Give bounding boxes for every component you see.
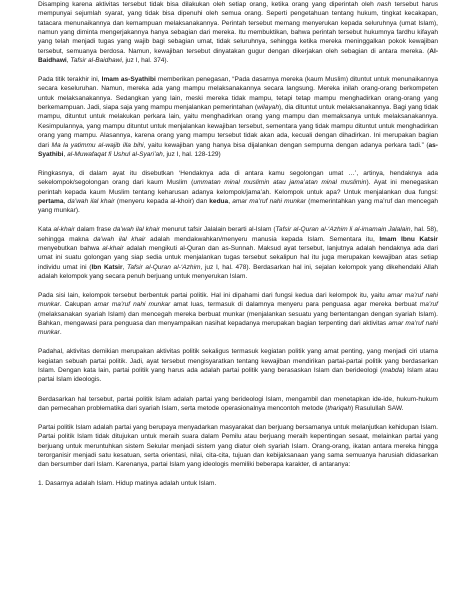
text-run: Pada sisi lain, kelompok tersebut berbentuk partai politik. Hal ini dipahami dari fungsi kedua dari kelompok itu, yaitu xyxy=(38,292,388,300)
italic-text: al-Muwafaqat fi Ushul al-Syari’ah xyxy=(67,150,163,158)
bold-text: Al-Baidhawi xyxy=(38,47,438,65)
paragraph xyxy=(38,423,438,470)
italic-text: da’wah ilal khair xyxy=(113,226,160,234)
text-run: ) Islam atau partai Islam ideologis. xyxy=(38,367,439,384)
text-run: (memerintahkan yang ma’ruf dan mencegah yang munkar). xyxy=(38,197,439,215)
paragraph xyxy=(38,225,438,281)
text-run: menyebutkan bahwa xyxy=(38,244,103,252)
text-run: , juz I, hal. 478). Berdasarkan hal ini, sejalan kelompok yang dikehendaki Allah adalah kelompok yang secara penuh berjuang untuk menyerukan Islam. xyxy=(38,263,439,280)
text-run: adalah mengikuti al-Quran dan as-Sunnah. Maksud ayat tersebut, lanjutnya adalah hendaknya ada dari umat ini suatu golongan yang siap sedia untuk menjalankan tugas tersebut sekalipun hal itu juga merupakan kewajiban atas setiap individu umat ini ( xyxy=(38,244,438,271)
paragraph-gap xyxy=(38,470,438,480)
text-run: memberikan penegasan, “Pada dasarnya mereka (kaum Muslim) dituntut untuk menunaikannya secara keseluruhan. Namun, mereka ada yang mampu melaksanakannya secara langsung. Mereka inilah orang-orang berkompeten untuk melaksanakannya. Sedangkan yang lain, meski mereka tidak mampu, tetapi tetap mampu menghadirkan orang-orang yang berkemampuan. Jadi, siapa saja yang mampu menjalankan pemerintahan ( xyxy=(38,76,438,112)
text-run: tersebut harus mempunyai sejumlah syarat, yang tidak bisa dipenuhi oleh semua orang. Seperti pengetahuan tentang hukum, tingkat kecakapan, tatacara menunaikannya dan kemampuan melaksanakannya. Perintah tersebut memang menyerukan kepada seluruhnya (umat Islam), namun yang diminta mengerjakannya hanya sebagian dari mereka. Itu membuktikan, bahwa perintah tersebut hukumnya fardhu kifayah yang telah menjadi tugas yang wajib bagi sebagian umat, tidak seluruhnya, sehingga ketika mereka meninggalkan pokok kewajiban tersebut, semuanya berdosa. Namun, kewajiban tersebut dinyatakan gugur dengan dikerjakan oleh sebagian di antara mereka. ( xyxy=(38,1,438,55)
text-run: adalah mendakwahkan/menyeru manusia kepada Islam. Sementara itu, xyxy=(145,235,380,243)
italic-text: da’wah ilal khair xyxy=(67,197,115,205)
text-run: ). Ayat ini menegaskan perintah kepada kaum Muslim tentang keharusan adanya kelompok/jama’ah. Kelompok untuk apa? Untuk menjalankan dua fungsi: xyxy=(38,179,438,196)
paragraph-gap xyxy=(38,413,438,423)
italic-text: mabda xyxy=(382,367,403,375)
text-run: , xyxy=(63,150,68,158)
italic-text: wilayah xyxy=(257,104,279,112)
paragraph xyxy=(38,291,438,338)
bold-text: Imam Ibnu Katsir xyxy=(379,235,438,243)
text-run: (menyeru kepada al-khoir) dan xyxy=(114,197,210,205)
paragraph-gap xyxy=(38,216,438,226)
italic-text: Tafsir al-Baidhawi xyxy=(70,57,122,65)
paragraph-gap xyxy=(38,159,438,169)
text-run: Partai politik Islam adalah partai yang berupaya menyadarkan masyarakat dan berjuang bersamanya untuk melanjutkan kehidupan Islam. Partai politik Islam tidak ditujukan untuk meraih suara dalam Pemilu atau berjuang meraih kepentingan sesaat, melainkan partai yang berjuang untuk meruntuhkan sistem Sekular menjadi sistem yang diatur oleh syariah Islam. Orang-orang, ikatan antara mereka hingga terorganisir menjadi satu kesatuan, serta orientasi, nilai, cita-cita, tujuan dan kebijaksanaan yang sama semuanya harusiah didasarkan dan bersumber dari Islam. Karenanya, partai Islam yang ideologis memiliki beberapa karakter, di antaranya: xyxy=(38,423,438,469)
text-run: . xyxy=(59,329,62,337)
paragraph xyxy=(38,169,438,216)
italic-text: Tafsir al-Quran al-‘Azhim xyxy=(127,263,201,271)
text-run: Disamping karena aktivitas tersebut tidak bisa dilakukan oleh setiap orang, ketika orang yang diperintah oleh xyxy=(38,1,378,8)
text-run: Ringkasnya, di dalam ayat itu disebutkan ‘Hendaknya ada di antara kamu segolongan umat …’, artinya, hendaknya ada sekelompok/segolongan orang dari kaum Muslim ( xyxy=(38,169,438,187)
italic-text: da’wah ilal khair xyxy=(93,235,146,243)
text-run: 1. Dasarnya adalah Islam. Hidup matinya adalah untuk Islam. xyxy=(38,480,217,488)
italic-text: amar ma’ruf nahi munkar xyxy=(38,320,438,337)
document-body xyxy=(38,0,438,489)
italic-text: nash xyxy=(377,1,392,8)
italic-text: al-khair xyxy=(53,226,75,234)
bold-text: as-Syathibi xyxy=(38,141,438,158)
text-run: , xyxy=(122,263,127,271)
paragraph xyxy=(38,0,438,65)
paragraph-gap xyxy=(38,338,438,348)
text-run: , juz I, hal. 128-129) xyxy=(162,150,221,158)
text-run: Kata xyxy=(38,226,54,234)
text-run: amat luas, termasuk di dalamnya menyeru para penguasa agar mereka berbuat xyxy=(170,301,420,309)
text-run: , hal. 58), sehingga makna xyxy=(38,226,438,243)
text-run: Pada titik terakhir ini, xyxy=(38,76,102,84)
text-run: . Cakupan xyxy=(59,301,94,309)
list-item xyxy=(38,479,438,488)
bold-text: Ibn Katsir xyxy=(91,263,123,271)
paragraph-gap xyxy=(38,385,438,395)
text-run: , xyxy=(228,197,233,205)
italic-text: Ma la yatimmu al-wajib illa bihi xyxy=(51,141,144,149)
text-run: dalam frase xyxy=(74,226,114,234)
text-run: Berdasarkan hal tersebut, partai politik Islam adalah partai yang berideologi Islam, mengambil dan menetapkan ide-ide, hukum-hukum dan pemecahan problematika dari syariah Islam, serta metode operasionalnya mencontoh metode ( xyxy=(38,395,438,412)
text-run: , xyxy=(63,197,68,205)
italic-text: amar ma’ruf nahi munkar xyxy=(232,197,306,205)
text-run: ), dia dituntut untuk melaksanakannya. Bagi yang tidak mampu, dituntut untuk melakukan perkara lain, yaitu menghadirkan orang yang mampu dan memaksanya untuk melaksanakannya. Kesimpulannya, yang mampu dituntut untuk menjalankan kewajiban tersebut, sementara yang tidak mampu dituntut untuk menghadirkan orang yang mampu. Alasannya, karena orang yang mampu tersebut tidak akan ada, kecuali dengan dihadirkan. Ini merupakan bagian dari xyxy=(38,104,438,149)
italic-text: thariqah xyxy=(327,404,351,412)
italic-text: al-khair xyxy=(102,244,124,252)
paragraph-gap xyxy=(38,281,438,291)
italic-text: ma’ruf xyxy=(419,301,438,309)
text-run: menurut tafsir Jalalain berarti al-Islam ( xyxy=(159,226,276,234)
paragraph xyxy=(38,347,438,384)
bold-text: pertama xyxy=(38,197,64,205)
italic-text: Tafsir al-Quran al-‘Azhim li al-imamain Jalalain xyxy=(275,226,411,234)
paragraph xyxy=(38,395,438,414)
text-run: , yaitu kewajiban yang hanya bisa dijalankan dengan sempurna dengan adanya perkara tadi.” ( xyxy=(143,141,429,149)
bold-text: kedua xyxy=(209,197,229,205)
text-run: ) Rasulullah SAW. xyxy=(351,404,404,412)
text-run: , juz I, hal. 374). xyxy=(121,57,169,65)
italic-text: ummatan minal muslimin atau jama’atan minal muslimin xyxy=(193,179,367,187)
text-run: Padahal, aktivitas demikian merupakan aktivitas politik sekaligus termasuk kegiatan politik yang amat penting, yang menjadi ciri utama kegiatan sebuah partai politik. Jadi, ayat tersebut mengisyaratkan tentang kewajiban mendirikan partai-partai politik yang berdasarkan Islam. Dengan kata lain, partai politik yang harus ada adalah partai politik yang berasaskan Islam dan berideologi ( xyxy=(38,348,438,375)
italic-text: amar ma’ruf nahi munkar xyxy=(93,301,171,309)
italic-text: amar ma’ruf nahi munkar xyxy=(38,292,439,309)
text-run: , xyxy=(66,57,71,65)
text-run: (melaksanakan syariah Islam) dan mencegah mereka berbuat munkar (menjalankan sesuatu yang bertentangan dengan syariah Islam). Bahkan, mengawasi para penguasa dan menyampaikan nasihat kepadanya merupakan bagian terpenting dari aktivitas xyxy=(38,310,438,328)
paragraph-gap xyxy=(38,65,438,75)
bold-text: Imam as-Syathibi xyxy=(101,76,156,84)
paragraph xyxy=(38,75,438,159)
